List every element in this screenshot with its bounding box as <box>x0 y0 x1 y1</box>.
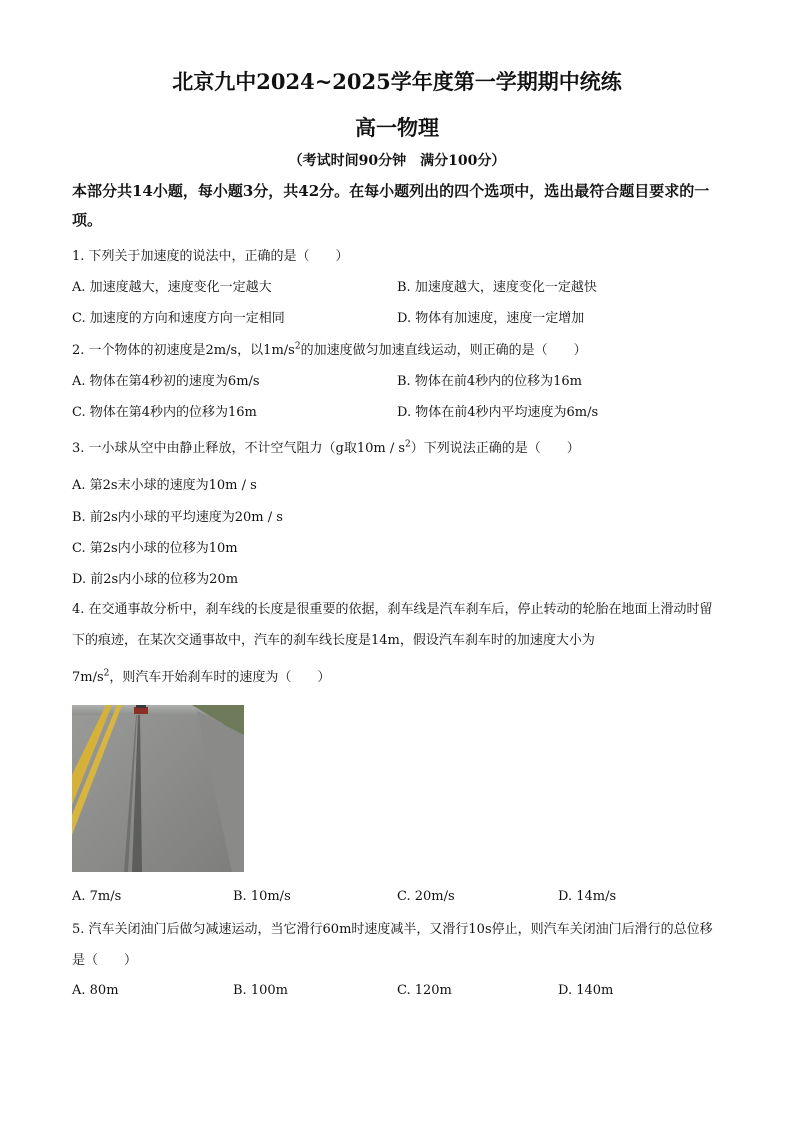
question-2-option-b: B. 物体在前4秒内的位移为16m <box>397 374 582 389</box>
question-4-option-b: B. 10m/s <box>233 889 291 904</box>
question-1-option-b: B. 加速度越大，速度变化一定越快 <box>397 280 597 295</box>
skid-marks-photo <box>72 705 244 872</box>
subject-title: 高一物理 <box>355 115 439 140</box>
exam-title: 北京九中2024~2025学年度第一学期期中统练 <box>172 69 622 94</box>
exam-info: （考试时间90分钟 满分100分） <box>288 153 506 169</box>
question-3-option-d: D. 前2s内小球的位移为20m <box>72 572 239 587</box>
question-2-stem: 2. 一个物体的初速度是2m/s，以$1m/s^2$的加速度做匀加速直线运动，则正确的是（ ） <box>72 341 587 358</box>
question-1-option-c: C. 加速度的方向和速度方向一定相同 <box>72 311 285 326</box>
question-3-option-b: B. 前2s内小球的平均速度为20m / s <box>72 510 283 525</box>
question-3-stem: 3. 一小球从空中由静止释放，不计空气阻力（g取$10m / s^2$）下列说法正确的是（ ） <box>72 439 580 456</box>
section-intro: 本部分共14小题，每小题3分，共42分。在每小题列出的四个选项中，选出最符合题目要求的一项。 <box>72 182 710 229</box>
question-4-stem-line3: $7m/s^2$，则汽车开始刹车时的速度为（ ） <box>72 668 331 685</box>
question-4-option-a: A. 7m/s <box>72 889 122 904</box>
road-image <box>72 705 244 872</box>
question-2-option-a: A. 物体在第4秒初的速度为6m/s <box>72 374 260 389</box>
question-2-option-d: D. 物体在前4秒内平均速度为6m/s <box>397 405 599 420</box>
question-3-option-a: A. 第2s末小球的速度为10m / s <box>72 478 257 493</box>
question-2-option-c: C. 物体在第4秒内的位移为16m <box>72 405 257 420</box>
question-4-option-c: C. 20m/s <box>397 889 455 904</box>
question-5-option-c: C. 120m <box>397 983 452 998</box>
question-1-option-a: A. 加速度越大，速度变化一定越大 <box>72 280 272 295</box>
question-1-option-d: D. 物体有加速度，速度一定增加 <box>397 311 585 326</box>
question-5-option-a: A. 80m <box>72 983 119 998</box>
question-4-stem: 4. 在交通事故分析中，刹车线的长度是很重要的依据，刹车线是汽车刹车后，停止转动的轮胎在地面上滑动时留下的痕迹，在某次交通事故中，汽车的刹车线长度是14m，假设汽车刹车时的加速度大小为 <box>72 602 713 648</box>
question-5-option-d: D. 140m <box>558 983 614 998</box>
question-1-stem: 1. 下列关于加速度的说法中，正确的是（ ） <box>72 249 349 264</box>
question-3-option-c: C. 第2s内小球的位移为10m <box>72 541 238 556</box>
question-5-stem: 5. 汽车关闭油门后做匀减速运动，当它滑行60m时速度减半，又滑行10s停止，则汽车关闭油门后滑行的总位移是（ ） <box>72 922 713 968</box>
question-5-option-b: B. 100m <box>233 983 288 998</box>
question-4-option-d: D. 14m/s <box>558 889 617 904</box>
